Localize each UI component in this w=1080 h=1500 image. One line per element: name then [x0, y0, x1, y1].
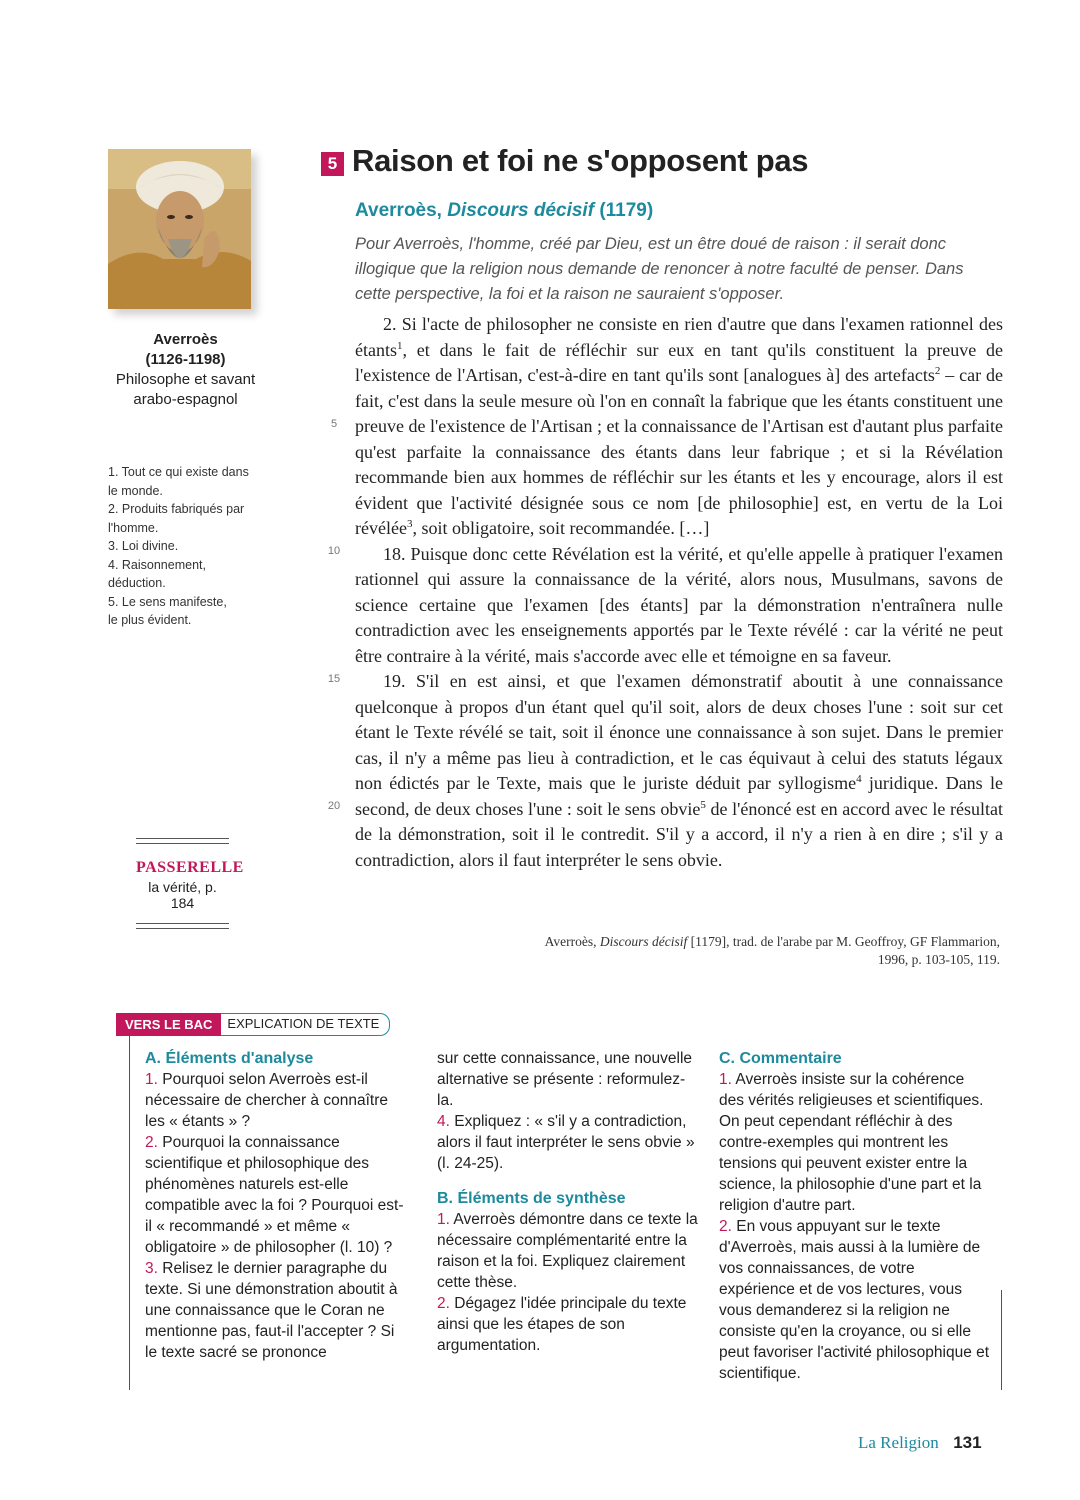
- author-name: Averroès,: [355, 200, 442, 221]
- paragraph-19: [355, 669, 1003, 873]
- line-number: 20: [327, 800, 341, 812]
- passerelle-link[interactable]: la vérité, p. 184: [148, 879, 217, 911]
- caption-dates: (1126-1198): [145, 351, 226, 368]
- source-citation: [420, 933, 1000, 969]
- passerelle-rule-top: [136, 838, 229, 844]
- question-number: 2.: [719, 1218, 732, 1235]
- bac-column-2: [437, 1048, 699, 1356]
- source-details: [1179], trad. de l'arabe par M. Geoffroy, GF Flammarion,: [687, 934, 1000, 949]
- paragraph-2: [355, 312, 1003, 542]
- source-line-2: 1996, p. 103-105, 119.: [877, 952, 1000, 967]
- question-number: 1.: [145, 1071, 158, 1088]
- question-number: 2.: [437, 1295, 450, 1312]
- question-text: Relisez le dernier paragraphe du texte. Si une démonstration aboutit à une connaissance que le Coran ne mentionne pas, faut-il l'accepter ? Si le texte sacré se prononce: [145, 1260, 398, 1361]
- question-number: 4.: [437, 1113, 450, 1130]
- question-text: Pourquoi la connaissance scientifique et philosophique des phénomènes naturels est-elle compatible avec la foi ? Pourquoi est-il « recommandé » et même « obligatoire » de philosopher (l. 10) ?: [145, 1134, 404, 1256]
- caption-role-2: arabo-espagnol: [133, 391, 238, 408]
- question: [145, 1132, 410, 1258]
- page-number: 131: [953, 1433, 982, 1452]
- passerelle-title: PASSERELLE: [136, 859, 244, 876]
- question-text: Averroès démontre dans ce texte la nécessaire complémentarité entre la raison et la foi. Expliquez clairement cette thèse.: [437, 1211, 698, 1291]
- question-number: 2.: [145, 1134, 158, 1151]
- footnote-ref: 1: [397, 339, 403, 352]
- line-number: 15: [327, 673, 341, 685]
- passerelle-rule-bottom: [136, 923, 229, 929]
- bac-column-1: [145, 1048, 410, 1363]
- footnote-line: l'homme.: [108, 520, 159, 535]
- footnote-line: 2. Produits fabriqués par: [108, 502, 245, 516]
- page-title: Raison et foi ne s'opposent pas: [352, 143, 809, 178]
- footnote-ref: 5: [700, 798, 706, 811]
- footnote-line: le monde.: [108, 483, 163, 498]
- paragraph-18: 18. Puisque donc cette Révélation est la vérité, et qu'elle appelle à pratiquer l'examen rationnel qui assure la connaissance de la vérité, alors nous, Musulmans, savons de science certaine que l'examen [des étants] par la démonstration n'entraînera nulle contradiction avec les enseignements apportés par le Texte révélé : car la vérité ne peut être contraire à la vérité, mais s'accorde avec elle et témoigne en sa faveur.: [355, 543, 1003, 666]
- caption-role-1: Philosophe et savant: [115, 371, 256, 388]
- source-author: Averroès,: [544, 934, 600, 949]
- portrait-caption: [108, 330, 263, 410]
- author-line: [355, 200, 653, 222]
- question: [719, 1069, 991, 1216]
- footnote-line: 3. Loi divine.: [108, 539, 179, 553]
- text-span: juridique. Dans le second, de deux choses l'une : soit le sens obvie: [355, 773, 1003, 819]
- caption-name: Averroès: [153, 331, 218, 348]
- bac-tab-label: VERS LE BAC: [116, 1013, 221, 1036]
- question: [145, 1258, 410, 1363]
- source-work: Discours décisif: [599, 934, 688, 949]
- averroes-portrait-icon: [108, 149, 251, 309]
- footnote-line: 1. Tout ce qui existe dans: [108, 465, 249, 479]
- footnote-line: 4. Raisonnement,: [108, 557, 206, 572]
- footnote-ref: 3: [406, 518, 413, 530]
- bac-right-rule: [1001, 1290, 1002, 1390]
- question-text: Dégagez l'idée principale du texte ainsi que les étapes de son argumentation.: [437, 1295, 687, 1354]
- line-number: 10: [327, 545, 341, 557]
- intro-text: Pour Averroès, l'homme, créé par Dieu, est un être doué de raison : il serait donc illogique que la religion nous demande de renoncer à notre faculté de penser. Dans cette perspective, la foi et la raison ne sauraient s'opposer.: [355, 235, 964, 303]
- bac-left-rule: [129, 1036, 130, 1390]
- bac-column-3: [719, 1048, 991, 1384]
- portrait-image: [108, 149, 251, 309]
- footnote-line: déduction.: [108, 576, 166, 590]
- question-text: En vous appuyant sur le texte d'Averroès, mais aussi à la lumière de vos connaissances, de votre expérience et de vos lectures, vous vous demanderez si la religion ne consiste qu'en la croyance, ou si elle peut favoriser l'activité philosophique et scientifique.: [719, 1218, 990, 1382]
- footnote-line: 5. Le sens manifeste,: [108, 594, 227, 609]
- source-line-1: [420, 933, 1000, 951]
- question: [719, 1216, 991, 1384]
- question: [437, 1293, 699, 1356]
- footnote-ref: 2: [934, 365, 941, 377]
- text-span: 2. Si l'acte de philosopher ne consiste en rien d'autre que dans l'examen rationnel des étants: [355, 314, 1003, 360]
- text-span: – car de fait, c'est dans la seule mesure où l'on en connaît la fabrique que les étants constituent une preuve de l'existence de l'Artisan ; et la connaissance de l'Artisan est d'autant plus parfaite qu'est parfaite la connaissance des étants dans leur fabrique ; et si la Révélation recommande bien aux hommes de réfléchir sur les étants et les y encourage, alors il est évident que l'activité désignée sous ce nom [de philosophie] est, en vertu de la Loi révélée: [355, 365, 1003, 538]
- question-text: Expliquez : « s'il y a contradiction, alors il faut interpréter le sens obvie » (l. 24-25).: [437, 1113, 695, 1172]
- section-b-title: B. Éléments de synthèse: [437, 1190, 626, 1207]
- question-number: 3.: [145, 1260, 158, 1277]
- question: [437, 1111, 699, 1174]
- text-span: , et dans le fait de réfléchir sur eux en tant qu'ils constituent la preuve de l'existence de l'Artisan, c'est-à-dire en tant qu'ils sont [analogues à] des artefacts: [355, 339, 1003, 385]
- section-c-title: C. Commentaire: [719, 1050, 842, 1067]
- text-number-badge: 5: [321, 152, 344, 176]
- bac-tab: [116, 1013, 390, 1036]
- question-text: Averroès insiste sur la cohérence des vérités religieuses et scientifiques. On peut cependant réfléchir à des contre-exemples qui montrent les tensions qui peuvent exister entre la science, la philosophie d'une part et la religion d'autre part.: [719, 1071, 984, 1214]
- bac-tab-subject: EXPLICATION DE TEXTE: [221, 1013, 390, 1036]
- passerelle-box: [136, 838, 244, 929]
- question-text: Pourquoi selon Averroès est-il nécessaire de chercher à connaître les « étants » ?: [145, 1071, 388, 1130]
- text-span: 19. S'il en est ainsi, et que l'examen démonstratif aboutit à une connaissance quelconque à propos d'un étant quel qu'il soit, alors de deux choses l'une : soit sur cet étant le Texte révélé se tait, soit il énonce une connaissance à son sujet. Dans le premier cas, il n'y a même pas lieu à contradiction, et le cas équivaut à celui des statuts légaux non édictés par le Texte, mais que le juriste déduit par syllogisme: [355, 671, 1003, 793]
- work-title: Discours décisif: [447, 200, 595, 221]
- section-a-title: A. Éléments d'analyse: [145, 1050, 314, 1067]
- footnote-line: le plus évident.: [108, 613, 192, 627]
- question-number: 1.: [437, 1211, 450, 1228]
- question: [145, 1069, 410, 1132]
- question-number: 1.: [719, 1071, 732, 1088]
- page-footer: [858, 1433, 982, 1453]
- line-number: 5: [330, 418, 338, 430]
- footer-section: La Religion: [858, 1433, 939, 1452]
- text-span: , soit obligatoire, soit recommandée. […]: [412, 518, 710, 538]
- text-span: de l'énoncé est en accord avec le résultat de la démonstration, soit il le contredit. S'il y a accord, il n'y a rien à en dire ; s'il y a contradiction, alors il faut interpréter le sens obvie.: [355, 798, 1003, 870]
- footnotes: [108, 463, 268, 630]
- footnote-ref: 4: [856, 773, 862, 785]
- question-continued: sur cette connaissance, une nouvelle alternative se présente : reformulez-la.: [437, 1050, 693, 1109]
- work-year: (1179): [599, 200, 654, 221]
- question: [437, 1209, 699, 1293]
- main-text: [355, 312, 1003, 873]
